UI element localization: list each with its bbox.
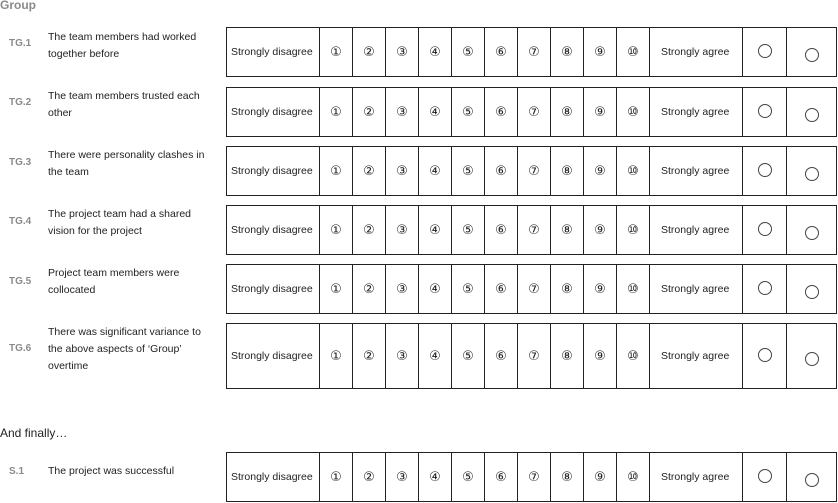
- scale-label-agree: Strongly agree: [650, 324, 743, 388]
- scale-cell-10[interactable]: [617, 324, 650, 388]
- question-code: TG.2: [9, 97, 32, 108]
- scale-number-8: ⑧: [561, 222, 573, 237]
- scale-number-3: ③: [396, 44, 408, 59]
- question-text: The project was successful: [48, 465, 175, 477]
- scale-number-10: ⑩: [627, 222, 639, 237]
- scale-number-6: ⑥: [495, 348, 507, 363]
- scale-number-8: ⑧: [561, 348, 573, 363]
- scale-number-6: ⑥: [495, 222, 507, 237]
- scale-cell-7[interactable]: [518, 206, 551, 254]
- radio-button[interactable]: [758, 44, 772, 58]
- scale-number-7: ⑦: [528, 222, 540, 237]
- scale-cell-2[interactable]: [353, 324, 386, 388]
- scale-cell-2[interactable]: [353, 88, 386, 136]
- question-text: There were personality clashes in the team: [48, 149, 205, 178]
- scale-cell-8[interactable]: [551, 206, 584, 254]
- radio-button[interactable]: [805, 285, 819, 299]
- scale-cell-7[interactable]: [518, 147, 551, 195]
- scale-number-8: ⑧: [561, 44, 573, 59]
- question-code: TG.6: [9, 343, 32, 354]
- scale-cell-8[interactable]: [551, 453, 584, 501]
- radio-cell-2[interactable]: [787, 88, 836, 136]
- radio-cell-1[interactable]: [743, 265, 787, 313]
- scale-cell-6[interactable]: [485, 324, 518, 388]
- radio-cell-1[interactable]: [743, 453, 787, 501]
- scale-number-2: ②: [363, 469, 375, 484]
- scale-cell-6[interactable]: [485, 265, 518, 313]
- scale-number-2: ②: [363, 222, 375, 237]
- scale-cell-2[interactable]: [353, 147, 386, 195]
- scale-number-10: ⑩: [627, 281, 639, 296]
- scale-number-7: ⑦: [528, 348, 540, 363]
- scale-cell-5[interactable]: [452, 88, 485, 136]
- scale-cell-1[interactable]: [320, 265, 353, 313]
- scale-number-8: ⑧: [561, 469, 573, 484]
- radio-button[interactable]: [805, 167, 819, 181]
- rating-scale: [226, 452, 837, 502]
- scale-number-5: ⑤: [462, 469, 474, 484]
- question-text: The team members trusted each other: [48, 90, 200, 119]
- scale-number-9: ⑨: [594, 348, 606, 363]
- scale-number-10: ⑩: [627, 348, 639, 363]
- radio-cell-1[interactable]: [743, 324, 787, 388]
- scale-number-9: ⑨: [594, 44, 606, 59]
- scale-cell-1[interactable]: [320, 453, 353, 501]
- scale-cell-10[interactable]: [617, 453, 650, 501]
- scale-number-6: ⑥: [495, 104, 507, 119]
- radio-button[interactable]: [758, 469, 772, 483]
- scale-label-agree: Strongly agree: [650, 28, 743, 76]
- scale-number-5: ⑤: [462, 348, 474, 363]
- scale-cell-10[interactable]: [617, 28, 650, 76]
- scale-cell-8[interactable]: [551, 88, 584, 136]
- scale-number-3: ③: [396, 469, 408, 484]
- scale-cell-4[interactable]: [419, 453, 452, 501]
- radio-cell-2[interactable]: [787, 453, 836, 501]
- scale-number-7: ⑦: [528, 104, 540, 119]
- scale-number-7: ⑦: [528, 281, 540, 296]
- radio-cell-2[interactable]: [787, 147, 836, 195]
- scale-cell-10[interactable]: [617, 206, 650, 254]
- scale-number-2: ②: [363, 163, 375, 178]
- scale-number-1: ①: [330, 44, 342, 59]
- scale-cell-10[interactable]: [617, 147, 650, 195]
- radio-button[interactable]: [805, 226, 819, 240]
- scale-number-9: ⑨: [594, 104, 606, 119]
- scale-cell-6[interactable]: [485, 206, 518, 254]
- scale-number-9: ⑨: [594, 163, 606, 178]
- scale-number-2: ②: [363, 44, 375, 59]
- rating-scale: [226, 87, 837, 137]
- question-code: TG.4: [9, 216, 32, 227]
- scale-number-5: ⑤: [462, 222, 474, 237]
- scale-cell-9[interactable]: [584, 453, 617, 501]
- scale-cell-5[interactable]: [452, 324, 485, 388]
- scale-number-6: ⑥: [495, 469, 507, 484]
- scale-number-4: ④: [429, 281, 441, 296]
- scale-number-1: ①: [330, 348, 342, 363]
- scale-cell-4[interactable]: [419, 28, 452, 76]
- scale-number-2: ②: [363, 281, 375, 296]
- scale-cell-9[interactable]: [584, 28, 617, 76]
- radio-cell-1[interactable]: [743, 206, 787, 254]
- question-text: There was significant variance to the above aspects of ‘Group’ overtime: [48, 326, 201, 372]
- radio-button[interactable]: [758, 348, 772, 362]
- scale-label-agree: Strongly agree: [650, 265, 743, 313]
- scale-cell-7[interactable]: [518, 324, 551, 388]
- scale-cell-5[interactable]: [452, 147, 485, 195]
- scale-label-disagree: Strongly disagree: [227, 324, 320, 388]
- scale-cell-1[interactable]: [320, 28, 353, 76]
- scale-number-1: ①: [330, 104, 342, 119]
- radio-button[interactable]: [758, 222, 772, 236]
- scale-number-5: ⑤: [462, 104, 474, 119]
- scale-cell-9[interactable]: [584, 265, 617, 313]
- scale-number-10: ⑩: [627, 469, 639, 484]
- scale-cell-5[interactable]: [452, 265, 485, 313]
- scale-cell-2[interactable]: [353, 206, 386, 254]
- section-title-and-finally: And finally…: [0, 426, 68, 440]
- scale-number-1: ①: [330, 222, 342, 237]
- scale-number-3: ③: [396, 281, 408, 296]
- radio-cell-1[interactable]: [743, 28, 787, 76]
- question-code: TG.1: [9, 38, 32, 49]
- scale-cell-9[interactable]: [584, 88, 617, 136]
- scale-cell-5[interactable]: [452, 206, 485, 254]
- scale-label-disagree: Strongly disagree: [227, 147, 320, 195]
- question-text: Project team members were collocated: [48, 267, 180, 296]
- scale-cell-8[interactable]: [551, 265, 584, 313]
- scale-number-9: ⑨: [594, 469, 606, 484]
- scale-cell-1[interactable]: [320, 88, 353, 136]
- scale-cell-8[interactable]: [551, 28, 584, 76]
- scale-number-10: ⑩: [627, 163, 639, 178]
- rating-scale: [226, 146, 837, 196]
- scale-number-5: ⑤: [462, 281, 474, 296]
- scale-number-8: ⑧: [561, 104, 573, 119]
- radio-cell-1[interactable]: [743, 147, 787, 195]
- scale-number-3: ③: [396, 348, 408, 363]
- scale-cell-10[interactable]: [617, 265, 650, 313]
- radio-cell-1[interactable]: [743, 88, 787, 136]
- question-text: The team members had worked together before: [48, 31, 197, 60]
- scale-number-10: ⑩: [627, 44, 639, 59]
- radio-cell-2[interactable]: [787, 28, 836, 76]
- scale-cell-7[interactable]: [518, 453, 551, 501]
- scale-cell-4[interactable]: [419, 265, 452, 313]
- scale-cell-6[interactable]: [485, 147, 518, 195]
- scale-number-8: ⑧: [561, 163, 573, 178]
- scale-number-7: ⑦: [528, 163, 540, 178]
- scale-cell-10[interactable]: [617, 88, 650, 136]
- scale-cell-4[interactable]: [419, 324, 452, 388]
- scale-cell-1[interactable]: [320, 147, 353, 195]
- scale-number-4: ④: [429, 348, 441, 363]
- scale-number-6: ⑥: [495, 163, 507, 178]
- scale-number-4: ④: [429, 104, 441, 119]
- question-code: TG.5: [9, 276, 32, 287]
- radio-button[interactable]: [805, 108, 819, 122]
- rating-scale: [226, 264, 837, 314]
- scale-cell-3[interactable]: [386, 206, 419, 254]
- radio-button[interactable]: [758, 104, 772, 118]
- scale-cell-9[interactable]: [584, 206, 617, 254]
- question-text: The project team had a shared vision for the project: [48, 208, 192, 237]
- scale-cell-3[interactable]: [386, 88, 419, 136]
- scale-label-disagree: Strongly disagree: [227, 453, 320, 501]
- scale-number-10: ⑩: [627, 104, 639, 119]
- scale-number-9: ⑨: [594, 222, 606, 237]
- scale-label-disagree: Strongly disagree: [227, 88, 320, 136]
- scale-cell-7[interactable]: [518, 88, 551, 136]
- radio-button[interactable]: [805, 352, 819, 366]
- scale-label-disagree: Strongly disagree: [227, 206, 320, 254]
- scale-label-agree: Strongly agree: [650, 206, 743, 254]
- scale-number-5: ⑤: [462, 163, 474, 178]
- radio-button[interactable]: [805, 48, 819, 62]
- radio-button[interactable]: [758, 163, 772, 177]
- scale-cell-9[interactable]: [584, 147, 617, 195]
- radio-cell-2[interactable]: [787, 206, 836, 254]
- scale-cell-8[interactable]: [551, 147, 584, 195]
- scale-cell-3[interactable]: [386, 324, 419, 388]
- scale-cell-2[interactable]: [353, 28, 386, 76]
- scale-number-8: ⑧: [561, 281, 573, 296]
- scale-number-9: ⑨: [594, 281, 606, 296]
- scale-number-4: ④: [429, 469, 441, 484]
- scale-number-4: ④: [429, 163, 441, 178]
- radio-button[interactable]: [805, 473, 819, 487]
- scale-number-3: ③: [396, 163, 408, 178]
- radio-cell-2[interactable]: [787, 324, 836, 388]
- scale-label-agree: Strongly agree: [650, 453, 743, 501]
- scale-cell-2[interactable]: [353, 453, 386, 501]
- scale-cell-1[interactable]: [320, 206, 353, 254]
- scale-number-7: ⑦: [528, 44, 540, 59]
- scale-label-disagree: Strongly disagree: [227, 28, 320, 76]
- rating-scale: [226, 27, 837, 77]
- scale-cell-3[interactable]: [386, 453, 419, 501]
- question-code: TG.3: [9, 157, 32, 168]
- scale-number-6: ⑥: [495, 281, 507, 296]
- radio-button[interactable]: [758, 281, 772, 295]
- scale-cell-3[interactable]: [386, 265, 419, 313]
- scale-cell-6[interactable]: [485, 28, 518, 76]
- scale-number-1: ①: [330, 281, 342, 296]
- scale-cell-1[interactable]: [320, 324, 353, 388]
- scale-number-4: ④: [429, 44, 441, 59]
- scale-cell-6[interactable]: [485, 453, 518, 501]
- scale-cell-6[interactable]: [485, 88, 518, 136]
- scale-cell-7[interactable]: [518, 28, 551, 76]
- scale-label-agree: Strongly agree: [650, 88, 743, 136]
- scale-cell-5[interactable]: [452, 28, 485, 76]
- scale-cell-3[interactable]: [386, 147, 419, 195]
- scale-number-1: ①: [330, 469, 342, 484]
- scale-cell-5[interactable]: [452, 453, 485, 501]
- radio-cell-2[interactable]: [787, 265, 836, 313]
- section-title-group: Group: [0, 0, 36, 12]
- rating-scale: [226, 323, 837, 389]
- scale-number-7: ⑦: [528, 469, 540, 484]
- scale-cell-4[interactable]: [419, 88, 452, 136]
- scale-cell-7[interactable]: [518, 265, 551, 313]
- rating-scale: [226, 205, 837, 255]
- scale-number-3: ③: [396, 222, 408, 237]
- scale-cell-2[interactable]: [353, 265, 386, 313]
- scale-number-5: ⑤: [462, 44, 474, 59]
- scale-number-2: ②: [363, 104, 375, 119]
- question-code: S.1: [9, 466, 25, 477]
- scale-cell-4[interactable]: [419, 147, 452, 195]
- scale-cell-9[interactable]: [584, 324, 617, 388]
- scale-number-6: ⑥: [495, 44, 507, 59]
- scale-cell-3[interactable]: [386, 28, 419, 76]
- scale-number-4: ④: [429, 222, 441, 237]
- scale-number-3: ③: [396, 104, 408, 119]
- scale-cell-8[interactable]: [551, 324, 584, 388]
- scale-number-2: ②: [363, 348, 375, 363]
- scale-label-agree: Strongly agree: [650, 147, 743, 195]
- scale-label-disagree: Strongly disagree: [227, 265, 320, 313]
- scale-number-1: ①: [330, 163, 342, 178]
- scale-cell-4[interactable]: [419, 206, 452, 254]
